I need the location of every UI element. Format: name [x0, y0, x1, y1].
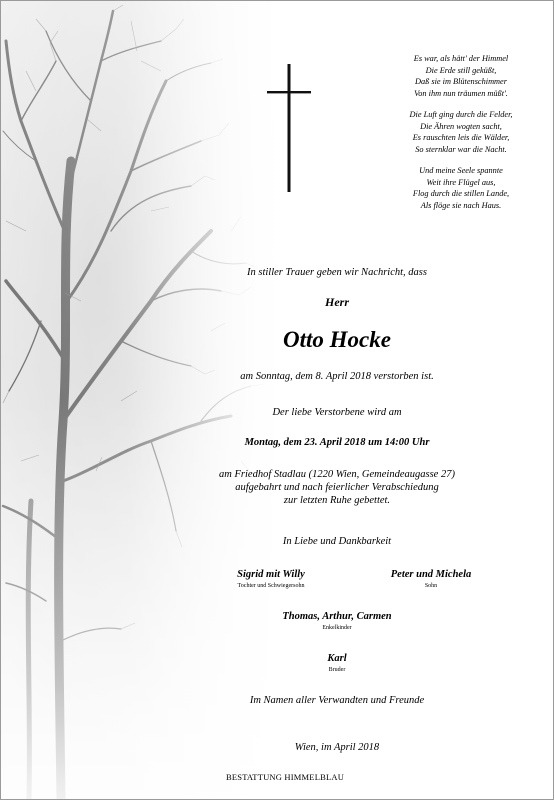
poem-line: Die Erde still geküßt,	[425, 65, 497, 75]
funeral-place	[197, 468, 477, 507]
intro-text: In stiller Trauer geben wir Nachricht, dass	[247, 267, 427, 278]
deceased-name: Otto Hocke	[283, 327, 391, 352]
funeral-intro: Der liebe Verstorbene wird am	[272, 407, 402, 418]
mourner-last-name: Karl	[327, 653, 347, 664]
poem-line: Daß sie im Blütenschimmer	[415, 77, 507, 86]
mourner-right-relation: Sohn	[424, 583, 438, 589]
poem-stanza-1	[386, 53, 536, 99]
poem-line: Es rauschten leis die Wälder,	[412, 133, 510, 142]
poem-line: Weit ihre Flügel aus,	[426, 177, 496, 187]
poem-line: Als flöge sie nach Haus.	[420, 200, 502, 210]
funeral-home-name: BESTATTUNG HIMMELBLAU	[226, 772, 345, 782]
poem-stanza-2	[386, 109, 536, 155]
funeral-place-line: am Friedhof Stadlau (1220 Wien, Gemeindeaugasse 27)	[219, 469, 455, 480]
poem-line: Die Ähren wogten sacht,	[420, 121, 502, 131]
mourner-left-relation: Tochter und Schwiegersohn	[237, 583, 305, 589]
poem-line: Von ihm nun träumen müßt'.	[414, 88, 508, 98]
funeral-place-line: aufgebahrt und nach feierlicher Verabschiedung	[235, 482, 439, 493]
mourner-last-relation: Bruder	[328, 667, 346, 673]
mourner-middle-relation: Enkelkinder	[322, 625, 352, 631]
cross-icon	[267, 64, 311, 192]
funeral-place-line: zur letzten Ruhe gebettet.	[283, 495, 391, 506]
poem-line: Es war, als hätt' der Himmel	[413, 54, 509, 63]
mourner-middle-name: Thomas, Arthur, Carmen	[282, 611, 392, 622]
tree-background-image	[1, 1, 281, 799]
place-date: Wien, im April 2018	[294, 742, 380, 753]
poem-line: Die Luft ging durch die Felder,	[409, 110, 513, 119]
love-line: In Liebe und Dankbarkeit	[282, 536, 392, 547]
poem-line: Und meine Seele spannte	[419, 166, 503, 175]
mourner-right-name: Peter und Michela	[390, 569, 472, 580]
relatives-line: Im Namen aller Verwandten und Freunde	[249, 695, 425, 706]
poem-line: So sternklar war die Nacht.	[415, 144, 507, 154]
funeral-date: Montag, dem 23. April 2018 um 14:00 Uhr	[244, 437, 430, 448]
death-date-line: am Sonntag, dem 8. April 2018 verstorben ist.	[240, 371, 434, 382]
salutation: Herr	[325, 295, 349, 309]
mourner-left-name: Sigrid mit Willy	[237, 569, 305, 580]
poem	[386, 53, 536, 221]
poem-line: Flog durch die stillen Lande,	[412, 189, 510, 198]
poem-stanza-3	[386, 165, 536, 211]
